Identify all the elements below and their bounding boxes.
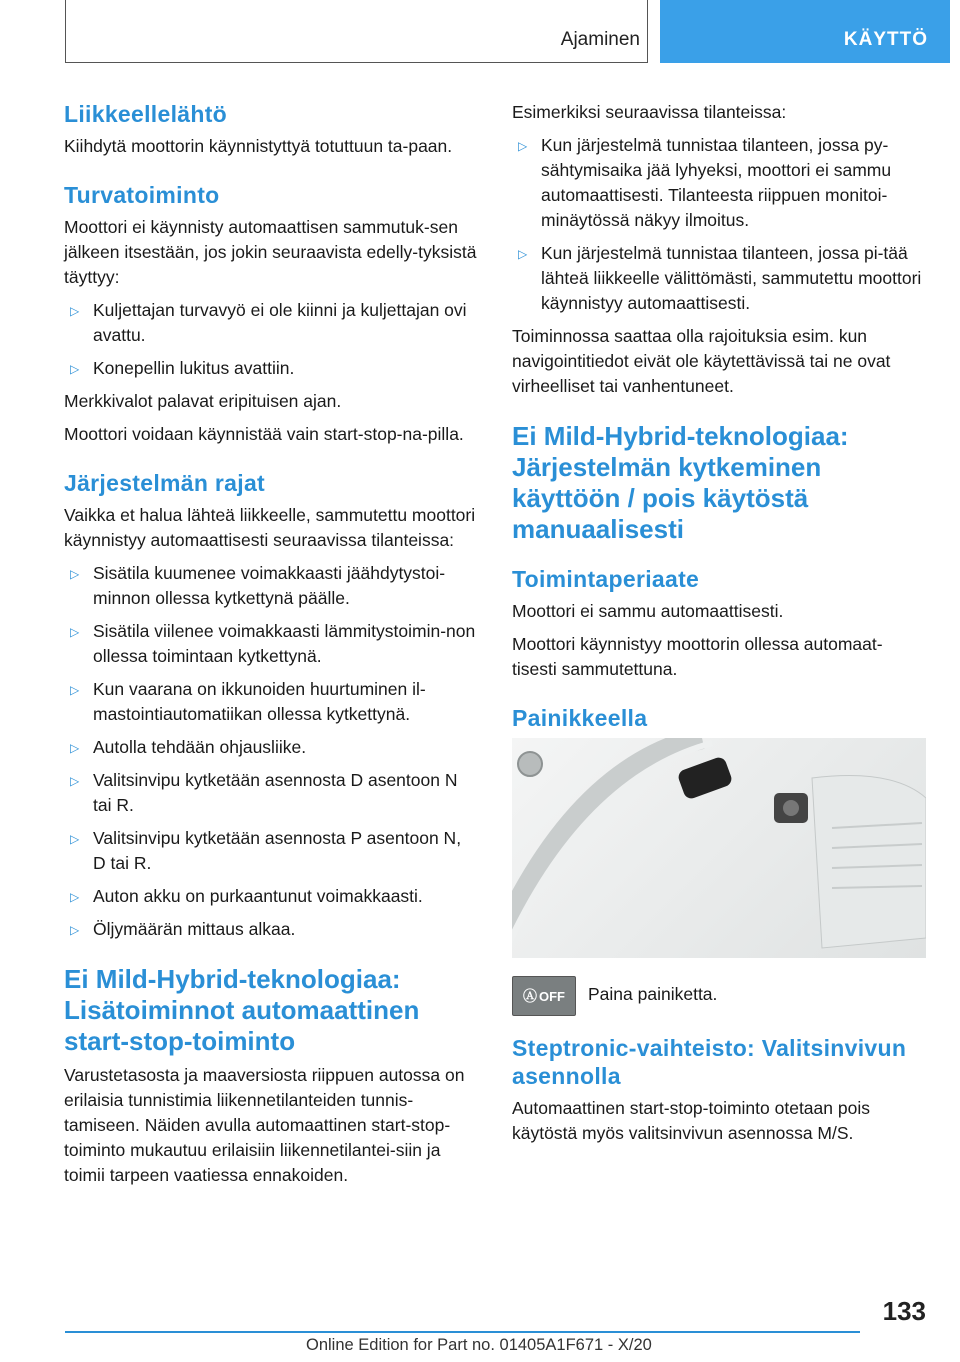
paragraph: Varustetasosta ja maaversiosta riippuen autossa on erilaisia tunnistimia liikennetilanteiden tunnis-tamiseen. Näiden avulla automaattinen start-stop-toiminto mukautuu erilaisiin liikennetilantei-siin ja toimii tarpeen vaatiessa ennakoiden. [64, 1065, 465, 1185]
paragraph: Automaattinen start-stop-toiminto otetaan pois käytöstä myös valitsinvivun asennossa M/S. [512, 1098, 870, 1143]
list-item: ▷ Konepellin lukitus avattiin. [64, 356, 478, 381]
section-title-jarjestelman-rajat: Järjestelmän rajat [64, 470, 266, 496]
triangle-bullet-icon: ▷ [70, 304, 80, 318]
bullet-list [64, 561, 478, 942]
triangle-bullet-icon: ▷ [70, 741, 80, 755]
list-item: ▷ Sisätila kuumenee voimakkaasti jäähdytystoi-minnon ollessa kytkettynä päälle. [70, 563, 446, 608]
paragraph: Moottori käynnistyy moottorin ollessa automaat-tisesti sammutettuna. [512, 634, 883, 679]
section-title-turvatoiminto: Turvatoiminto [64, 182, 220, 208]
triangle-bullet-icon: ▷ [518, 247, 528, 261]
chapter-label: KÄYTTÖ [843, 29, 928, 50]
list-item: ▷ Öljymäärän mittaus alkaa. [64, 917, 478, 942]
button-instruction [512, 976, 926, 1016]
triangle-bullet-icon: ▷ [70, 774, 80, 788]
right-column [512, 100, 926, 1154]
footer-edition: Online Edition for Part no. 01405A1F671 - X/20 [306, 1336, 652, 1354]
list-item: ▷ Kuljettajan turvavyö ei ole kiinni ja kuljettajan ovi avattu. [70, 300, 467, 345]
paragraph: Moottori ei sammu automaattisesti. [512, 601, 784, 621]
list-item: ▷ Kun järjestelmä tunnistaa tilanteen, jossa pi-tää lähteä liikkeelle välittömästi, sammutettu moottori käynnistyy automaattisesti. [518, 243, 922, 313]
dashboard-photo [512, 738, 926, 958]
list-item: ▷ Autolla tehdään ohjausliike. [64, 735, 478, 760]
list-item: ▷ Auton akku on purkaantunut voimakkaasti. [64, 884, 478, 909]
section-title-steptronic: Steptronic-vaihteisto: Valitsinvivun asennolla [512, 1035, 907, 1089]
paragraph: Merkkivalot palavat eripituisen ajan. [64, 391, 342, 411]
triangle-bullet-icon: ▷ [70, 683, 80, 697]
triangle-bullet-icon: ▷ [70, 625, 80, 639]
triangle-bullet-icon: ▷ [70, 567, 80, 581]
triangle-bullet-icon: ▷ [518, 139, 528, 153]
auto-start-stop-off-icon: Ⓐ OFF [512, 976, 576, 1016]
paragraph: Moottori voidaan käynnistää vain start-stop-na-pilla. [64, 424, 464, 444]
page-number: 133 [882, 1296, 926, 1326]
list-item: ▷ Valitsinvipu kytketään asennosta D asentoon N tai R. [70, 770, 458, 815]
paragraph: Toiminnossa saattaa olla rajoituksia esim. kun navigointitiedot eivät ole käytettävissä tai ne ovat virheelliset tai vanhentuneet. [512, 326, 891, 396]
header-section-title: Ajaminen [560, 29, 640, 50]
dashboard-illustration [512, 738, 926, 958]
header-chapter-tab [660, 0, 950, 63]
triangle-bullet-icon: ▷ [70, 923, 80, 937]
triangle-bullet-icon: ▷ [70, 362, 80, 376]
list-item: ▷ Kun vaarana on ikkunoiden huurtuminen il-mastointiautomatiikan ollessa kytkettynä. [70, 679, 426, 724]
list-item: ▷ Sisätila viilenee voimakkaasti lämmitystoimin-non ollessa toimintaan kytkettynä. [70, 621, 476, 666]
section-title-liikkeellelahto: Liikkeellelähtö [64, 101, 228, 127]
paragraph: Kiihdytä moottorin käynnistyttyä totuttuun ta-paan. [64, 136, 453, 156]
bullet-list [512, 133, 926, 316]
section-title-toimintaperiaate: Toimintaperiaate [512, 566, 700, 592]
left-column [64, 100, 478, 1196]
section-title-painikkeella: Painikkeella [512, 705, 648, 731]
section-title-lisatoiminnot: Ei Mild-Hybrid-teknologiaa: Lisätoiminnot automaattinen start-stop-toiminto [64, 964, 420, 1056]
list-item: ▷ Valitsinvipu kytketään asennosta P asentoon N, D tai R. [70, 828, 462, 873]
bullet-list [64, 298, 478, 381]
triangle-bullet-icon: ▷ [70, 890, 80, 904]
paragraph: Vaikka et halua lähteä liikkeelle, sammutettu moottori käynnistyy automaattisesti seuraavissa tilanteissa: [64, 505, 476, 550]
paragraph: Esimerkiksi seuraavissa tilanteissa: [512, 102, 787, 122]
paragraph: Moottori ei käynnisty automaattisen sammutuk-sen jälkeen itsestään, jos jokin seuraavista edelly-tyksistä täyttyy: [64, 217, 477, 287]
footer-divider [65, 1331, 860, 1333]
section-title-manuaalisesti: Ei Mild-Hybrid-teknologiaa: Järjestelmän kytkeminen käyttöön / pois käytöstä manuaalisesti [512, 421, 849, 544]
triangle-bullet-icon: ▷ [70, 832, 80, 846]
list-item: ▷ Kun järjestelmä tunnistaa tilanteen, jossa py-sähtymisaika jää lyhyeksi, moottori ei sammu automaattisesti. Tilanteesta riippuen monitoi-minäytössä näkyy ilmoitus. [518, 135, 892, 230]
button-caption: Paina painiketta. [588, 984, 718, 1004]
